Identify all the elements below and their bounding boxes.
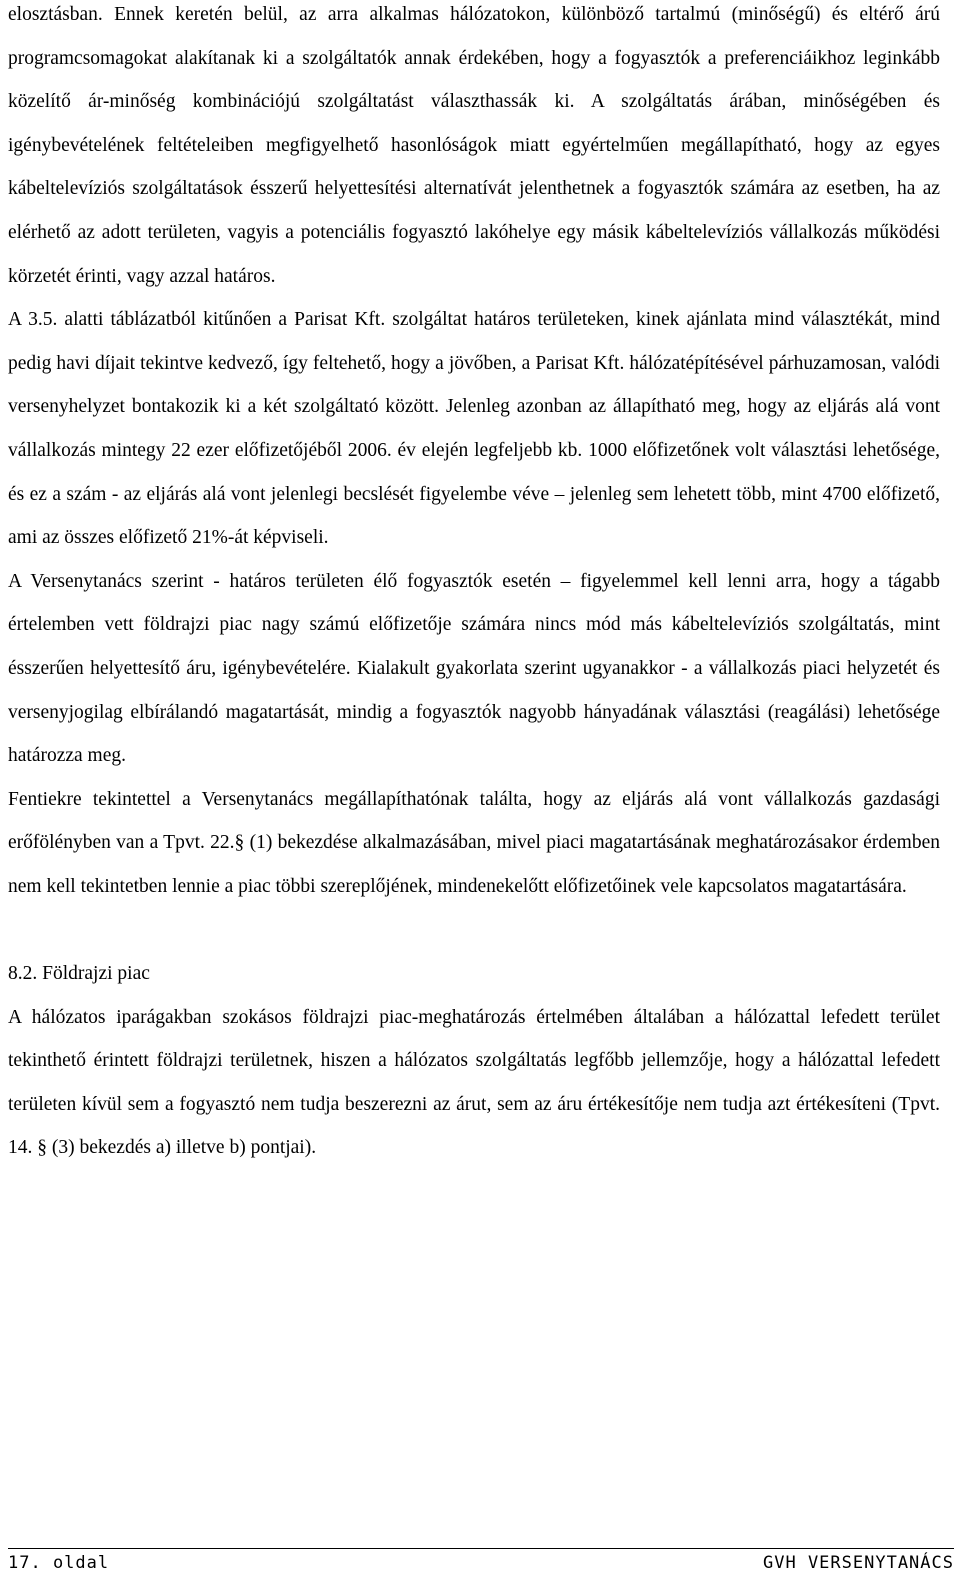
footer-divider: [8, 1548, 954, 1549]
paragraph-geographic-market: A hálózatos iparágakban szokásos földrajzi piac-meghatározás értelmében általában a hálózattal lefedett terület tekinthető érintett földrajzi területnek, hiszen a hálózatos szolgáltatás legfőbb jellemzője, hogy a hálózattal lefedett területen kívül sem a fogyasztó nem tudja beszerezni az árut, sem az áru értékesítője nem tudja azt értékesíteni (Tpvt. 14. § (3) bekezdés a) illetve b) pontjai).: [8, 1006, 940, 1159]
paragraph-spacer: [8, 908, 940, 952]
document-body: [8, 0, 940, 1170]
paragraph-dominant-position: Fentiekre tekintettel a Versenytanács megállapíthatónak találta, hogy az eljárás alá vont vállalkozás gazdasági erőfölényben van a Tpvt. 22.§ (1) bekezdése alkalmazásában, mivel piaci magatartásának meghatározásakor érdemben nem kell tekintetben lennie a piac többi szereplőjének, mindenekelőtt előfizetőinek vele kapcsolatos magatartására.: [8, 788, 940, 897]
paragraph-market-offers: elosztásban. Ennek keretén belül, az arra alkalmas hálózatokon, különböző tartalmú (minőségű) és eltérő árú programcsomagokat alakítanak ki a szolgáltatók annak érdekében, hogy a fogyasztók a preferenciáikhoz leginkább közelítő ár-minőség kombinációjú szolgáltatást választhassák ki. A szolgáltatás árában, minőségében és igénybevételének feltételeiben megfigyelhető hasonlóságok miatt egyértelműen megállapítható, hogy az egyes kábeltelevíziós szolgáltatások ésszerű helyettesítési alternatívát jelenthetnek a fogyasztók számára az esetben, ha az elérhető az adott területen, vagyis a potenciális fogyasztó lakóhelye egy másik kábeltelevíziós vállalkozás működési körzetét érinti, vagy azzal határos.: [8, 4, 940, 287]
footer-organization: GVH VERSENYTANÁCS: [763, 1553, 954, 1573]
page-number: 17. oldal: [8, 1553, 110, 1573]
paragraph-parisat-competition: A 3.5. alatti táblázatból kitűnően a Parisat Kft. szolgáltat határos területeken, kinek ajánlata mind választékát, mind pedig havi díjait tekintve kedvező, így feltehető, hogy a jövőben, a Parisat Kft. hálózatépítésével párhuzamosan, valódi versenyhelyzet bontakozik ki a két szolgáltató között. Jelenleg azonban az állapítható meg, hogy az eljárás alá vont vállalkozás mintegy 22 ezer előfizetőjéből 2006. év elején legfeljebb kb. 1000 előfizetőnek volt választási lehetősége, és ez a szám - az eljárás alá vont jelenlegi becslését figyelembe véve – jelenleg sem lehetett több, mint 4700 előfizető, ami az összes előfizető 21%-át képviseli.: [8, 309, 940, 549]
page-footer: [8, 1550, 954, 1576]
section-heading: 8.2. Földrajzi piac: [8, 963, 150, 985]
paragraph-versenytanacs-opinion: A Versenytanács szerint - határos területen élő fogyasztók esetén – figyelemmel kell lenni arra, hogy a tágabb értelemben vett földrajzi piac nagy számú előfizetője számára nincs mód más kábeltelevíziós szolgáltatás, mint ésszerűen helyettesítő áru, igénybevételére. Kialakult gyakorlata szerint ugyanakkor - a vállalkozás piaci helyzetét és versenyjogilag elbírálandó magatartását, mindig a fogyasztók nagyobb hányadának választási (reagálási) lehetősége határozza meg.: [8, 570, 940, 767]
